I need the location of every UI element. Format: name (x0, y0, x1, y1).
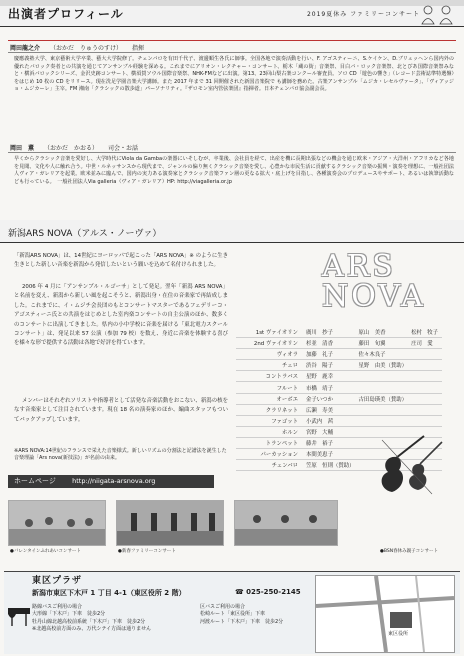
ars-logo-line1: ARS (322, 249, 396, 284)
access-bus-line: 路線バスご利用の場合 (32, 604, 83, 610)
venue-tel: ☎ 025-250-2145 (235, 588, 301, 596)
violin-icon (372, 430, 452, 500)
roster-member (359, 382, 412, 393)
roster-member (411, 404, 442, 415)
venue-map (315, 575, 455, 653)
roster-member: 宮野 大輔 (306, 429, 333, 436)
performer-name-1 (10, 43, 144, 52)
performer-role: 指揮 (132, 45, 145, 52)
roster-member: 星野 由美（賛助） (358, 363, 408, 370)
roster-row (236, 404, 442, 415)
roster-member (359, 371, 412, 382)
access-bus-line: 牡丹山線北越高校前系統「下木戸」下車 徒歩2分 (32, 618, 146, 625)
roster-row (236, 382, 442, 393)
roster-instrument: オーボエ (276, 396, 298, 403)
roster-instrument: トランペット (265, 440, 298, 447)
roster-member: 藤井 裕子 (306, 440, 333, 447)
performer-reading: （おかだ りゅうのすけ） (50, 45, 123, 52)
ars-note: ※ARS NOVA:14世紀のフランスで栄えた音楽様式。新しいリズムの分割法と記譜法を誕生した音楽理論「Ars nova(新技法)」が名前の由来。 (14, 448, 227, 462)
access-ward-line: 河渡ルート「下木戸」下車 徒歩2分 (200, 618, 284, 625)
roster-member (411, 415, 442, 426)
access-bus-line: ※北越高校前方面のみ、万代シテイ方面は通りません (32, 626, 152, 633)
homepage-bar[interactable] (8, 475, 214, 488)
roster-member: 本間美恵子 (306, 452, 333, 459)
piano-icon (6, 600, 32, 628)
venue-name: 東区プラザ (32, 576, 83, 586)
homepage-label: ホームページ (14, 477, 56, 485)
roster-member: 原山 美香 (358, 330, 386, 337)
photo-caption-2: ●新春ファミリーコンサート (118, 549, 176, 554)
performer-name-text: 岡田 薫 (10, 145, 35, 152)
roster-member (359, 415, 412, 426)
ars-para-3: メンバーはそれぞれソリストや指導者として活発な音楽活動をおこない、新潟の核をなす音楽家として注目されています。現在 18 名の演奏家のほか、編曲スタッフもついてバックアップしています。 (14, 398, 228, 423)
roster-member (411, 393, 442, 404)
roster-member: 古田島瑛美（賛助） (358, 396, 408, 403)
roster-member: 渋谷 陽子 (306, 363, 333, 370)
children-icon (418, 4, 458, 26)
roster-instrument: パーカッション (260, 452, 298, 459)
page-title: 出演者プロフィール (8, 7, 124, 21)
roster-member: 杉並 清香 (306, 341, 333, 348)
performer-reading: （おかだ かおる） (44, 145, 99, 152)
performer-bio-2: 早くからクラシック音楽を愛好し、大学時代にViola da Gambaの楽器にいそしむが、卒業後、会社員を経て、出産を機に長期出張などの機会を通じ欧米・アジア・大洋州・アフリカなど各地を見聞、文化や人に触れ合う。中世・ルネッサンスから現代まで、ジャンルの偏り無くクラシック音楽を愛し、心豊かな市民生活に貢献するクラシック音楽の振興・演奏を理想に、一般社団法人ヴィア・ガレリアを起業。欧米並みに臨んで、国内の実力ある演奏家とクラシック音楽ファン層の更なる拡大・底上げを目指し、各種演奏会のプロデュースやサポート、あるいは執筆活動なども行っている。 一般社団法人Via galleria（ヴィア・ガレリア）HP: http://viagalleria.or.jp (14, 156, 454, 185)
venue-address: 新潟市東区下木戸 1 丁目 4-1（東区役所 2 階） (32, 589, 186, 597)
roster-row (236, 360, 442, 371)
roster-row (236, 393, 442, 404)
roster-member (411, 371, 442, 382)
roster-member: 加藤 礼子 (306, 352, 333, 359)
photo-new-year (116, 500, 224, 546)
performer-rule (8, 152, 456, 153)
roster-instrument: ヴィオラ (276, 352, 298, 359)
performer-name-2 (10, 143, 138, 152)
photo-bsn (234, 500, 338, 546)
roster-instrument: ファゴット (271, 418, 298, 425)
roster-instrument: チェンバロ (271, 463, 298, 470)
roster-member (411, 349, 442, 360)
roster-member: 佐々木良子 (358, 352, 386, 359)
roster-member: 藤田 旬翼 (358, 341, 386, 348)
performer-bio-1: 慶應義塾大学、東京藝術大学卒業、藝大大学院修了。チェンバロを有田千代子、渡邊順生各氏に師事。全国各地で演奏活動を行い、F. アゴスティーニ、S.ケイケン、D.ブリュッヘンら国内外の優れたバロック奏者との共演を通じてアンサンブル経験を深める。これまでにアリオン・レクチャー・コンサート、栃木「蔵の街」音楽祭、目白バ・ロック音楽祭、北とぴあ国際音楽祭みなと・横浜バロックシリーズ、金沢史跡コンサート、横須賀ソウル国際音楽祭、NHK-FMなどに出演。第13、23回山梨古楽コンクール審査員。ソロ CD「遊色の響き」（レコード芸術誌準特選盤）をはじめ 10 枚の CD をリリース。現在洗足学園音楽大学講師。また 2017 年まで 31 回開催された新国音楽院で も講師を務めた。古楽アンサンブル「ムジカ・レセルヴァータ」、「ヴィアッジョ・ムジカーレ」主宰。FM 湘南「クラシックの散歩道」パーソナリティ。『ザロモン室内管弦楽団』指揮者。日本チェンバロ協会副会長。 (14, 56, 454, 93)
access-ward-line: 松崎ルート「東区役所」下車 (200, 611, 266, 618)
roster-member: 笠原 恒則（賛助） (306, 463, 355, 470)
roster-instrument: 2nd ヴァイオリン (253, 341, 298, 348)
access-ward-line: 区バスご利用の場合 (200, 604, 246, 610)
roster-member: 金子いつか (306, 396, 333, 403)
roster-instrument: 1st ヴァイオリン (255, 330, 298, 337)
ars-logo-line2: NOVA (322, 279, 426, 314)
roster-member: 小武内 茜 (306, 418, 333, 425)
roster-row (236, 327, 442, 338)
roster-member: 庄司 愛 (411, 341, 433, 348)
photo-caption-3: ●BSN春休み親子コンサート (380, 549, 439, 554)
ars-heading: 新潟ARS NOVA（アルス・ノーヴァ） (8, 229, 162, 239)
roster-member (411, 382, 442, 393)
roster-member: 松村 牧子 (411, 330, 439, 337)
access-ward-bus-list (200, 604, 312, 626)
roster-instrument: チェロ (281, 363, 298, 370)
roster-instrument: クラリネット (265, 407, 298, 414)
roster-row (236, 349, 442, 360)
map-label: 東区役所 (388, 631, 409, 637)
roster-member (359, 404, 412, 415)
roster-instrument: コントラバス (265, 374, 298, 381)
section-divider (8, 40, 456, 41)
roster-member: 市橋 靖子 (306, 385, 333, 392)
roster-member: 廣川 抄子 (306, 330, 333, 337)
roster-member: 星野 鹿幸 (306, 374, 333, 381)
ars-para-1: 「新潟ARS NOVA」は、14世紀にヨーロッパで起こった「ARS NOVA」※ のように生き生きとした新しい音楽を新潟から発信したいという願いを込めて名付けられました。 (14, 253, 228, 269)
ars-para-2: 2006 年 4 月に「アンサンブル・ルゴーサ」として発足。翌年「新潟 ARS NOVA」と名前を変え、新潟から新しい風を起こそうと、新潟出身・在住の音楽家で再結成しました。これまでに、イ・ムジチ会長団のもとコンサートマスターであるフェデリーコ・アゴスティーニ氏との共演をはじめとした室内楽コンサートの自主公演のほか、数多くのコンサートに出演してきました。県内の小中学校に音楽を届ける「東北電力スクールコンサート」は、発足以来 57 公演（参加 79 校）を数え、身近に音楽を体験する喜びを様々な形で提供する活動は各地で好評を得ています。 (14, 284, 228, 347)
performer-role: 司会・お話 (108, 145, 139, 152)
roster-instrument: フルート (276, 385, 298, 392)
photo-valentine (8, 500, 106, 546)
homepage-url-link[interactable]: http://niigata-arsnova.org (72, 477, 156, 485)
roster-row (236, 415, 442, 426)
photo-caption-1: ●バレンタインふれあいコンサート (10, 549, 82, 554)
performer-rule (8, 52, 456, 53)
roster-row (236, 371, 442, 382)
performer-name-text: 岡田龍之介 (10, 45, 41, 52)
page-subtitle: 2019夏休み ファミリーコンサート (306, 11, 420, 18)
roster-member (411, 360, 442, 371)
access-bus-list (32, 604, 182, 634)
roster-row (236, 338, 442, 349)
access-bus-line: 大形線「下木戸」下車 徒歩2分 (32, 611, 106, 618)
roster-instrument: ホルン (281, 429, 298, 436)
roster-member: 広瀬 寿美 (306, 407, 333, 414)
